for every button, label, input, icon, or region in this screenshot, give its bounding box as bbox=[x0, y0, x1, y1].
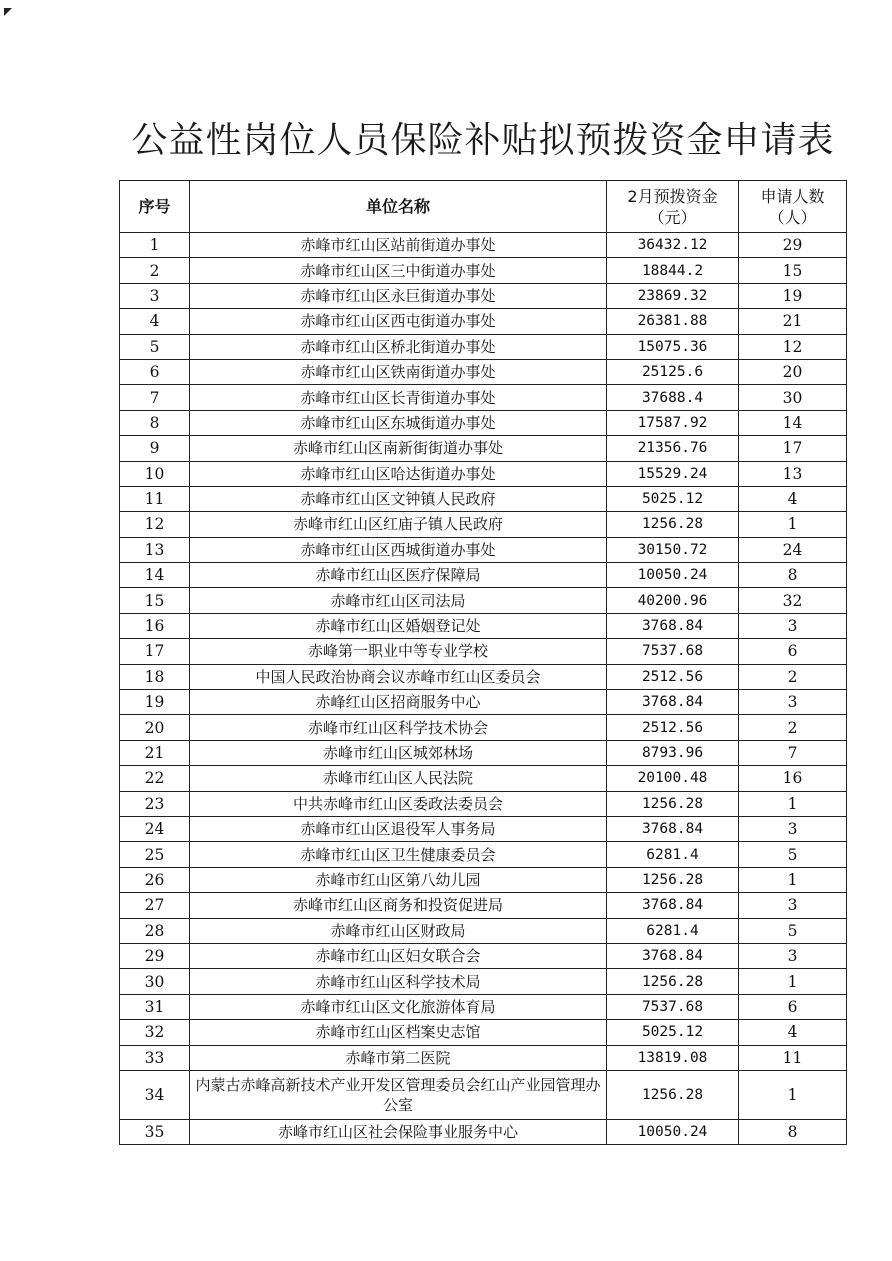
row-amount-cell: 36432.12 bbox=[607, 233, 739, 258]
row-count-cell: 13 bbox=[739, 461, 847, 486]
row-no-cell: 21 bbox=[120, 740, 190, 765]
row-no-cell: 5 bbox=[120, 334, 190, 359]
row-no-cell: 32 bbox=[120, 1020, 190, 1045]
row-unit-cell: 赤峰市红山区西屯街道办事处 bbox=[190, 309, 607, 334]
row-unit-cell: 赤峰市红山区铁南街道办事处 bbox=[190, 359, 607, 384]
row-count-cell: 32 bbox=[739, 588, 847, 613]
row-count-cell: 11 bbox=[739, 1045, 847, 1070]
row-count-cell: 3 bbox=[739, 690, 847, 715]
row-unit-cell: 中国人民政治协商会议赤峰市红山区委员会 bbox=[190, 664, 607, 689]
row-unit-cell: 赤峰市红山区哈达街道办事处 bbox=[190, 461, 607, 486]
row-no-cell: 35 bbox=[120, 1119, 190, 1144]
row-count-cell: 7 bbox=[739, 740, 847, 765]
row-unit-cell: 赤峰市第二医院 bbox=[190, 1045, 607, 1070]
row-unit-cell: 赤峰红山区招商服务中心 bbox=[190, 690, 607, 715]
row-unit-cell: 赤峰市红山区妇女联合会 bbox=[190, 943, 607, 968]
table-row bbox=[120, 613, 847, 638]
row-amount-cell: 1256.28 bbox=[607, 1070, 739, 1119]
row-count-cell: 8 bbox=[739, 563, 847, 588]
row-amount-cell: 40200.96 bbox=[607, 588, 739, 613]
table-row bbox=[120, 740, 847, 765]
table-row bbox=[120, 1020, 847, 1045]
row-count-cell: 3 bbox=[739, 613, 847, 638]
row-unit-cell: 赤峰市红山区红庙子镇人民政府 bbox=[190, 512, 607, 537]
row-amount-cell: 7537.68 bbox=[607, 639, 739, 664]
row-amount-cell: 3768.84 bbox=[607, 690, 739, 715]
row-count-cell: 5 bbox=[739, 918, 847, 943]
row-amount-cell: 7537.68 bbox=[607, 994, 739, 1019]
row-no-cell: 14 bbox=[120, 563, 190, 588]
header-amount bbox=[607, 181, 739, 233]
row-no-cell: 26 bbox=[120, 867, 190, 892]
row-count-cell: 3 bbox=[739, 893, 847, 918]
row-count-cell: 21 bbox=[739, 309, 847, 334]
row-count-cell: 3 bbox=[739, 816, 847, 841]
table-row bbox=[120, 410, 847, 435]
row-unit-cell: 赤峰市红山区医疗保障局 bbox=[190, 563, 607, 588]
table-row bbox=[120, 664, 847, 689]
row-amount-cell: 6281.4 bbox=[607, 842, 739, 867]
row-no-cell: 8 bbox=[120, 410, 190, 435]
table-row bbox=[120, 1045, 847, 1070]
table-row bbox=[120, 943, 847, 968]
table-row bbox=[120, 816, 847, 841]
row-amount-cell: 26381.88 bbox=[607, 309, 739, 334]
row-count-cell: 14 bbox=[739, 410, 847, 435]
row-no-cell: 12 bbox=[120, 512, 190, 537]
row-no-cell: 34 bbox=[120, 1070, 190, 1119]
row-amount-cell: 1256.28 bbox=[607, 791, 739, 816]
row-unit-cell: 赤峰第一职业中等专业学校 bbox=[190, 639, 607, 664]
row-amount-cell: 21356.76 bbox=[607, 436, 739, 461]
row-amount-cell: 15075.36 bbox=[607, 334, 739, 359]
row-unit-cell: 赤峰市红山区社会保险事业服务中心 bbox=[190, 1119, 607, 1144]
header-count-line1: 申请人数 bbox=[760, 186, 825, 206]
row-amount-cell: 23869.32 bbox=[607, 283, 739, 308]
table-row bbox=[120, 1070, 847, 1119]
table-row bbox=[120, 842, 847, 867]
row-count-cell: 30 bbox=[739, 385, 847, 410]
row-unit-cell: 赤峰市红山区档案史志馆 bbox=[190, 1020, 607, 1045]
row-amount-cell: 18844.2 bbox=[607, 258, 739, 283]
table-row bbox=[120, 918, 847, 943]
row-count-cell: 2 bbox=[739, 715, 847, 740]
row-no-cell: 3 bbox=[120, 283, 190, 308]
row-no-cell: 17 bbox=[120, 639, 190, 664]
row-amount-cell: 3768.84 bbox=[607, 613, 739, 638]
header-unit: 单位名称 bbox=[190, 181, 607, 233]
table-row bbox=[120, 385, 847, 410]
row-amount-cell: 25125.6 bbox=[607, 359, 739, 384]
row-no-cell: 20 bbox=[120, 715, 190, 740]
table-row bbox=[120, 334, 847, 359]
row-no-cell: 2 bbox=[120, 258, 190, 283]
row-no-cell: 31 bbox=[120, 994, 190, 1019]
row-amount-cell: 3768.84 bbox=[607, 943, 739, 968]
row-amount-cell: 20100.48 bbox=[607, 766, 739, 791]
row-unit-cell: 赤峰市红山区财政局 bbox=[190, 918, 607, 943]
row-no-cell: 15 bbox=[120, 588, 190, 613]
row-no-cell: 27 bbox=[120, 893, 190, 918]
row-no-cell: 6 bbox=[120, 359, 190, 384]
row-count-cell: 1 bbox=[739, 791, 847, 816]
row-no-cell: 11 bbox=[120, 486, 190, 511]
row-no-cell: 9 bbox=[120, 436, 190, 461]
row-count-cell: 15 bbox=[739, 258, 847, 283]
row-amount-cell: 2512.56 bbox=[607, 664, 739, 689]
table-row bbox=[120, 436, 847, 461]
table-row bbox=[120, 563, 847, 588]
row-no-cell: 24 bbox=[120, 816, 190, 841]
table-row bbox=[120, 639, 847, 664]
scan-corner-mark bbox=[4, 8, 12, 16]
row-no-cell: 22 bbox=[120, 766, 190, 791]
row-amount-cell: 5025.12 bbox=[607, 1020, 739, 1045]
row-unit-cell: 赤峰市红山区司法局 bbox=[190, 588, 607, 613]
row-count-cell: 6 bbox=[739, 994, 847, 1019]
row-count-cell: 4 bbox=[739, 1020, 847, 1045]
row-amount-cell: 3768.84 bbox=[607, 893, 739, 918]
table-row bbox=[120, 283, 847, 308]
row-amount-cell: 2512.56 bbox=[607, 715, 739, 740]
row-amount-cell: 1256.28 bbox=[607, 969, 739, 994]
row-no-cell: 23 bbox=[120, 791, 190, 816]
table-row bbox=[120, 233, 847, 258]
row-amount-cell: 10050.24 bbox=[607, 1119, 739, 1144]
row-count-cell: 29 bbox=[739, 233, 847, 258]
table-row bbox=[120, 258, 847, 283]
row-count-cell: 1 bbox=[739, 512, 847, 537]
row-unit-cell: 赤峰市红山区文钟镇人民政府 bbox=[190, 486, 607, 511]
table-row bbox=[120, 766, 847, 791]
table-row bbox=[120, 486, 847, 511]
row-count-cell: 5 bbox=[739, 842, 847, 867]
row-no-cell: 7 bbox=[120, 385, 190, 410]
row-unit-cell: 赤峰市红山区人民法院 bbox=[190, 766, 607, 791]
table-body bbox=[120, 233, 847, 1145]
row-amount-cell: 10050.24 bbox=[607, 563, 739, 588]
row-unit-cell: 赤峰市红山区科学技术协会 bbox=[190, 715, 607, 740]
row-amount-cell: 17587.92 bbox=[607, 410, 739, 435]
row-amount-cell: 8793.96 bbox=[607, 740, 739, 765]
row-amount-cell: 15529.24 bbox=[607, 461, 739, 486]
row-unit-cell: 赤峰市红山区永巨街道办事处 bbox=[190, 283, 607, 308]
row-no-cell: 28 bbox=[120, 918, 190, 943]
row-amount-cell: 6281.4 bbox=[607, 918, 739, 943]
header-amount-line2: （元） bbox=[648, 207, 697, 227]
table-row bbox=[120, 867, 847, 892]
header-amount-line1: 2月预拨资金 bbox=[627, 186, 718, 206]
row-count-cell: 24 bbox=[739, 537, 847, 562]
row-no-cell: 16 bbox=[120, 613, 190, 638]
row-count-cell: 12 bbox=[739, 334, 847, 359]
row-count-cell: 4 bbox=[739, 486, 847, 511]
row-unit-cell: 赤峰市红山区卫生健康委员会 bbox=[190, 842, 607, 867]
row-no-cell: 25 bbox=[120, 842, 190, 867]
table-row bbox=[120, 1119, 847, 1144]
table-row bbox=[120, 588, 847, 613]
table-row bbox=[120, 359, 847, 384]
row-amount-cell: 1256.28 bbox=[607, 867, 739, 892]
row-count-cell: 6 bbox=[739, 639, 847, 664]
row-count-cell: 19 bbox=[739, 283, 847, 308]
table-row bbox=[120, 537, 847, 562]
row-count-cell: 1 bbox=[739, 969, 847, 994]
row-unit-cell: 赤峰市红山区退役军人事务局 bbox=[190, 816, 607, 841]
page-title: 公益性岗位人员保险补贴拟预拨资金申请表 bbox=[131, 120, 835, 161]
row-no-cell: 33 bbox=[120, 1045, 190, 1070]
row-count-cell: 1 bbox=[739, 1070, 847, 1119]
row-count-cell: 20 bbox=[739, 359, 847, 384]
row-amount-cell: 37688.4 bbox=[607, 385, 739, 410]
row-amount-cell: 13819.08 bbox=[607, 1045, 739, 1070]
header-count bbox=[739, 181, 847, 233]
table-header-row bbox=[120, 181, 847, 233]
table-row bbox=[120, 512, 847, 537]
row-count-cell: 8 bbox=[739, 1119, 847, 1144]
row-unit-cell: 赤峰市红山区商务和投资促进局 bbox=[190, 893, 607, 918]
row-unit-cell: 中共赤峰市红山区委政法委员会 bbox=[190, 791, 607, 816]
row-unit-cell: 赤峰市红山区婚姻登记处 bbox=[190, 613, 607, 638]
row-unit-cell: 赤峰市红山区桥北街道办事处 bbox=[190, 334, 607, 359]
row-count-cell: 1 bbox=[739, 867, 847, 892]
row-amount-cell: 5025.12 bbox=[607, 486, 739, 511]
row-count-cell: 16 bbox=[739, 766, 847, 791]
table-row bbox=[120, 893, 847, 918]
row-amount-cell: 3768.84 bbox=[607, 816, 739, 841]
header-no: 序号 bbox=[120, 181, 190, 233]
row-amount-cell: 30150.72 bbox=[607, 537, 739, 562]
table-row bbox=[120, 715, 847, 740]
row-unit-cell: 赤峰市红山区科学技术局 bbox=[190, 969, 607, 994]
row-unit-cell: 赤峰市红山区文化旅游体育局 bbox=[190, 994, 607, 1019]
row-unit-cell: 赤峰市红山区三中街道办事处 bbox=[190, 258, 607, 283]
row-unit-cell: 内蒙古赤峰高新技术产业开发区管理委员会红山产业园管理办公室 bbox=[190, 1070, 607, 1119]
table-row bbox=[120, 791, 847, 816]
row-no-cell: 1 bbox=[120, 233, 190, 258]
table-row bbox=[120, 309, 847, 334]
table-row bbox=[120, 690, 847, 715]
row-amount-cell: 1256.28 bbox=[607, 512, 739, 537]
row-unit-cell: 赤峰市红山区站前街道办事处 bbox=[190, 233, 607, 258]
header-count-line2: （人） bbox=[768, 207, 817, 227]
row-no-cell: 30 bbox=[120, 969, 190, 994]
row-no-cell: 10 bbox=[120, 461, 190, 486]
table-row bbox=[120, 969, 847, 994]
row-no-cell: 19 bbox=[120, 690, 190, 715]
row-count-cell: 17 bbox=[739, 436, 847, 461]
row-unit-cell: 赤峰市红山区城郊林场 bbox=[190, 740, 607, 765]
row-unit-cell: 赤峰市红山区东城街道办事处 bbox=[190, 410, 607, 435]
row-no-cell: 18 bbox=[120, 664, 190, 689]
row-no-cell: 4 bbox=[120, 309, 190, 334]
row-count-cell: 3 bbox=[739, 943, 847, 968]
table-row bbox=[120, 461, 847, 486]
subsidy-table bbox=[119, 180, 847, 1145]
row-unit-cell: 赤峰市红山区第八幼儿园 bbox=[190, 867, 607, 892]
row-no-cell: 13 bbox=[120, 537, 190, 562]
row-unit-cell: 赤峰市红山区西城街道办事处 bbox=[190, 537, 607, 562]
table-row bbox=[120, 994, 847, 1019]
row-count-cell: 2 bbox=[739, 664, 847, 689]
row-no-cell: 29 bbox=[120, 943, 190, 968]
row-unit-cell: 赤峰市红山区南新街街道办事处 bbox=[190, 436, 607, 461]
row-unit-cell: 赤峰市红山区长青街道办事处 bbox=[190, 385, 607, 410]
